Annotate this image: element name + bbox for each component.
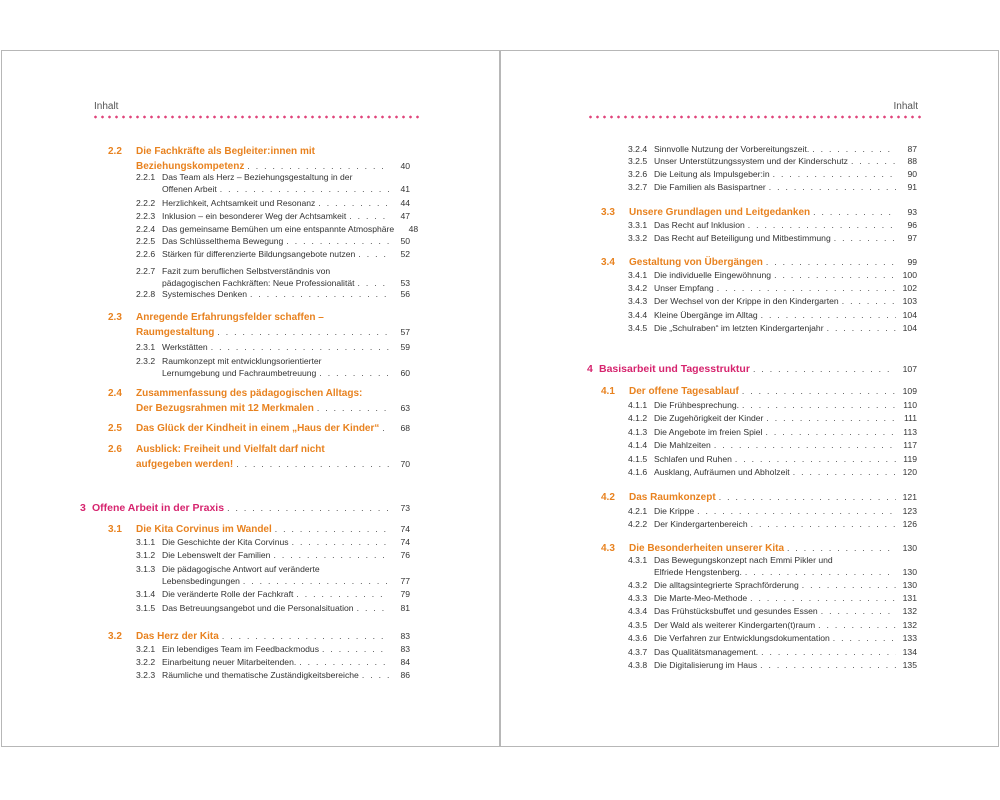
- toc-entry-title: Die Kita Corvinus im Wandel: [136, 524, 272, 535]
- dot-leader: [742, 399, 896, 411]
- dot-leader: [220, 183, 389, 195]
- dot-leader: [834, 232, 896, 244]
- toc-entry-title: aufgegeben werden!: [136, 459, 234, 470]
- toc-entry-title: Fazit zum beruflichen Selbstverständnis von: [162, 266, 331, 276]
- toc-entry-number: 3.2: [108, 631, 122, 642]
- toc-entry-title: Das Glück der Kindheit in einem „Haus der Kinder“: [136, 423, 380, 434]
- dot-leader: [766, 412, 896, 424]
- toc-entry-number: 3.4: [601, 257, 615, 268]
- page-number: 133: [902, 633, 917, 643]
- toc-entry-number: 3.4.2: [628, 283, 648, 293]
- toc-entry-number: 2.3.1: [136, 342, 156, 352]
- page-number: 120: [902, 467, 917, 477]
- toc-entry-title: Zusammenfassung des pädagogischen Alltags:: [136, 388, 363, 399]
- toc-entry-title: Offenen Arbeit: [162, 184, 217, 194]
- page-number: 104: [902, 310, 917, 320]
- toc-entry-title: Die Leitung als Impulsgeber:in: [654, 169, 770, 179]
- page-number: 111: [903, 413, 917, 423]
- toc-entry-number: 3.4.4: [628, 310, 648, 320]
- dot-leader: [851, 155, 896, 167]
- toc-entry-title: Das Recht auf Inklusion: [654, 220, 745, 230]
- toc-entry-title: Die individuelle Eingewöhnung: [654, 270, 772, 280]
- page-number: 59: [400, 342, 410, 352]
- dot-leader: [812, 143, 896, 155]
- toc-entry-number: 3.1.2: [136, 550, 156, 560]
- toc-entry-title: Ausblick: Freiheit und Vielfalt darf nicht: [136, 444, 325, 455]
- dot-leader: [833, 632, 896, 644]
- toc-entry-number: 2.2.1: [136, 172, 156, 182]
- dot-leader: [717, 282, 896, 294]
- toc-entry-number: 2.2.3: [136, 211, 156, 221]
- page-number: 100: [902, 270, 917, 280]
- dot-leader: [227, 501, 389, 516]
- dotted-divider: [587, 115, 921, 119]
- toc-entry-title: Kleine Übergänge im Alltag: [654, 310, 758, 320]
- toc-entry-title: Das Schlüsselthema Bewegung: [162, 236, 284, 246]
- toc-entry-title: Die Marte-Meo-Methode: [654, 593, 748, 603]
- page-number: 121: [902, 492, 917, 502]
- toc-entry-number: 4.3.1: [628, 555, 648, 565]
- dot-leader: [382, 421, 389, 436]
- page-number: 110: [903, 400, 917, 410]
- toc-entry-number: 2.3: [108, 312, 122, 323]
- page-number: 126: [902, 519, 917, 529]
- page-number: 76: [400, 550, 410, 560]
- toc-entry-number: 3.1.1: [136, 537, 156, 547]
- dot-leader: [275, 522, 389, 537]
- toc-entry-number: 3.3.1: [628, 220, 648, 230]
- toc-entry-title: Raumgestaltung: [136, 327, 215, 338]
- page-number: 44: [400, 198, 410, 208]
- dot-leader: [773, 168, 896, 180]
- toc-entry-title: Lernumgebung und Fachraumbetreuung: [162, 368, 317, 378]
- toc-entry-number: 2.2: [108, 146, 122, 157]
- dot-leader: [735, 453, 896, 465]
- page-number: 48: [408, 224, 419, 234]
- toc-entry-title: Die Lebenswelt der Familien: [162, 550, 271, 560]
- toc-entry-number: 3.4.3: [628, 296, 648, 306]
- toc-entry-title: Werkstätten: [162, 342, 208, 352]
- dot-leader: [211, 341, 389, 353]
- page-number: 90: [907, 169, 917, 179]
- toc-entry-title: Systemisches Denken: [162, 289, 248, 299]
- toc-entry-number: 4.1.2: [628, 413, 648, 423]
- dot-leader: [358, 248, 389, 260]
- toc-entry-number: 3: [80, 502, 86, 514]
- toc-entry-number: 3.1.5: [136, 603, 156, 613]
- dot-leader: [842, 295, 896, 307]
- toc-entry-title: Lebensbedingungen: [162, 576, 240, 586]
- dot-leader: [761, 309, 896, 321]
- toc-entry-title: Sinnvolle Nutzung der Vorbereitungszeit.: [654, 144, 810, 154]
- toc-page-left: [1, 50, 500, 747]
- toc-entry-title: Der Bezugsrahmen mit 12 Merkmalen: [136, 403, 314, 414]
- toc-entry-number: 4.1.3: [628, 427, 648, 437]
- dot-leader: [222, 629, 389, 644]
- dot-leader: [774, 269, 896, 281]
- toc-entry-title: Offene Arbeit in der Praxis: [92, 502, 225, 514]
- page-number: 117: [903, 440, 917, 450]
- page-number: 52: [400, 249, 410, 259]
- page-number: 91: [907, 182, 917, 192]
- toc-entry-number: 3.2.4: [628, 144, 648, 154]
- toc-entry-title: Die Frühbesprechung.: [654, 400, 740, 410]
- toc-entry-number: 3.4.1: [628, 270, 648, 280]
- dot-leader: [821, 605, 896, 617]
- page-number: 104: [902, 323, 917, 333]
- dot-leader: [299, 656, 389, 668]
- dot-leader: [697, 505, 896, 517]
- dotted-divider: [92, 115, 422, 119]
- dot-leader: [769, 181, 896, 193]
- toc-entry-number: 2.5: [108, 423, 122, 434]
- page-number: 135: [902, 660, 917, 670]
- dot-leader: [818, 619, 896, 631]
- toc-entry-title: Die Mahlzeiten: [654, 440, 711, 450]
- dot-leader: [243, 575, 389, 587]
- dot-leader: [273, 549, 389, 561]
- page-number: 130: [902, 580, 917, 590]
- page-number: 60: [400, 368, 410, 378]
- toc-entry-title: Einarbeitung neuer Mitarbeitenden.: [162, 657, 297, 667]
- dot-leader: [760, 659, 896, 671]
- toc-entry-title: Elfriede Hengstenberg.: [654, 567, 742, 577]
- toc-entry-number: 3.2.1: [136, 644, 156, 654]
- toc-entry-number: 2.2.2: [136, 198, 156, 208]
- dot-leader: [296, 588, 389, 600]
- page-number: 119: [903, 454, 917, 464]
- page-number: 83: [400, 644, 410, 654]
- toc-entry-number: 2.2.4: [136, 224, 156, 234]
- dot-leader: [719, 490, 896, 505]
- dot-leader: [753, 362, 896, 377]
- dot-leader: [750, 592, 896, 604]
- toc-entry-title: Das Qualitätsmanagement.: [654, 647, 759, 657]
- toc-entry-number: 4.1.4: [628, 440, 648, 450]
- page-number: 97: [907, 233, 917, 243]
- toc-entry-number: 4.1.5: [628, 454, 648, 464]
- page-number: 132: [902, 606, 917, 616]
- dot-leader: [751, 518, 896, 530]
- toc-entry-number: 3.2.2: [136, 657, 156, 667]
- toc-entry-number: 4.2.2: [628, 519, 648, 529]
- toc-entry-number: 4.3.8: [628, 660, 648, 670]
- dot-leader: [827, 322, 896, 334]
- page-number: 57: [400, 327, 410, 337]
- toc-entry-number: 4.3: [601, 543, 615, 554]
- toc-entry-title: Raumkonzept mit entwicklungsorientierter: [162, 356, 322, 366]
- toc-entry-title: Der Kindergartenbereich: [654, 519, 748, 529]
- toc-entry-title: Räumliche und thematische Zuständigkeitsbereiche: [162, 670, 359, 680]
- page-number: 73: [400, 503, 410, 513]
- page-number: 88: [907, 156, 917, 166]
- toc-entry-number: 2.3.2: [136, 356, 156, 366]
- toc-entry-title: Unser Empfang: [654, 283, 714, 293]
- toc-entry-title: Die Verfahren zur Entwicklungsdokumentation: [654, 633, 830, 643]
- toc-entry-title: Die Fachkräfte als Begleiter:innen mit: [136, 146, 315, 157]
- page-number: 40: [400, 161, 410, 171]
- toc-entry-title: Der Wald als weiterer Kindergarten(t)raum: [654, 620, 816, 630]
- toc-entry-number: 3.2.5: [628, 156, 648, 166]
- toc-entry-title: Unsere Grundlagen und Leitgedanken: [629, 207, 811, 218]
- toc-entry-title: Die Familien als Basispartner: [654, 182, 766, 192]
- toc-entry-number: 3.1: [108, 524, 122, 535]
- page-number: 107: [902, 364, 917, 374]
- toc-entry-title: Das Betreuungsangebot und die Personalsituation: [162, 603, 354, 613]
- page-number: 103: [902, 296, 917, 306]
- page-number: 68: [400, 423, 410, 433]
- page-number: 47: [400, 211, 410, 221]
- toc-entry-number: 4.1: [601, 386, 615, 397]
- toc-entry-number: 2.2.7: [136, 266, 156, 276]
- toc-entry-number: 4.3.6: [628, 633, 648, 643]
- toc-entry-title: Das Team als Herz – Beziehungsgestaltung in der: [162, 172, 353, 182]
- toc-entry-title: Die Krippe: [654, 506, 695, 516]
- dot-leader: [714, 439, 896, 451]
- dot-leader: [250, 288, 389, 300]
- page-number: 84: [400, 657, 410, 667]
- page-number: 99: [907, 257, 917, 267]
- dot-leader: [318, 197, 389, 209]
- toc-entry-number: 3.1.3: [136, 564, 156, 574]
- page-number: 41: [400, 184, 410, 194]
- toc-entry-number: 4.1.6: [628, 467, 648, 477]
- page-number: 56: [400, 289, 410, 299]
- page-number: 93: [907, 207, 917, 217]
- page-number: 131: [902, 593, 917, 603]
- page-number: 86: [400, 670, 410, 680]
- dot-leader: [349, 210, 389, 222]
- toc-entry-number: 2.2.6: [136, 249, 156, 259]
- toc-entry-number: 3.3.2: [628, 233, 648, 243]
- toc-entry-title: Beziehungskompetenz: [136, 161, 245, 172]
- dot-leader: [236, 457, 389, 472]
- toc-entry-title: Das Raumkonzept: [629, 492, 716, 503]
- page-number: 70: [400, 459, 410, 469]
- dot-leader: [813, 205, 896, 220]
- page-number: 132: [902, 620, 917, 630]
- page-number: 130: [902, 567, 917, 577]
- toc-entry-number: 3.2.7: [628, 182, 648, 192]
- toc-entry-number: 4.3.7: [628, 647, 648, 657]
- toc-entry-title: Schlafen und Ruhen: [654, 454, 732, 464]
- dot-leader: [742, 384, 896, 399]
- page-number: 50: [400, 236, 410, 246]
- toc-entry-number: 3.3: [601, 207, 615, 218]
- toc-entry-title: Das Frühstücksbuffet und gesundes Essen: [654, 606, 818, 616]
- dot-leader: [217, 325, 389, 340]
- toc-entry-number: 4.3.5: [628, 620, 648, 630]
- toc-entry-title: Die alltagsintegrierte Sprachförderung: [654, 580, 799, 590]
- toc-entry-title: Die Besonderheiten unserer Kita: [629, 543, 785, 554]
- dot-leader: [745, 566, 896, 578]
- toc-entry-title: Der offene Tagesablauf: [629, 386, 739, 397]
- dot-leader: [322, 643, 389, 655]
- page-number: 87: [907, 144, 917, 154]
- toc-entry-title: Das Bewegungskonzept nach Emmi Pikler und: [654, 555, 833, 565]
- toc-entry-number: 4.1.1: [628, 400, 648, 410]
- toc-entry-title: Die Digitalisierung im Haus: [654, 660, 758, 670]
- toc-entry-title: Gestaltung von Übergängen: [629, 257, 763, 268]
- page-number: 109: [902, 386, 917, 396]
- running-header: Inhalt: [893, 101, 918, 112]
- toc-entry-title: Das gemeinsame Bemühen um eine entspannte Atmosphäre: [162, 224, 395, 234]
- toc-entry-title: Die Angebote im freien Spiel: [654, 427, 763, 437]
- dot-leader: [765, 426, 896, 438]
- dot-leader: [362, 669, 389, 681]
- page-number: 81: [400, 603, 410, 613]
- page-number: 74: [400, 537, 410, 547]
- toc-entry-number: 4.3.2: [628, 580, 648, 590]
- dot-leader: [319, 367, 389, 379]
- toc-entry-number: 4: [587, 363, 593, 375]
- toc-entry-title: Herzlichkeit, Achtsamkeit und Resonanz: [162, 198, 316, 208]
- page-number: 96: [907, 220, 917, 230]
- dot-leader: [761, 646, 896, 658]
- toc-entry-number: 3.1.4: [136, 589, 156, 599]
- toc-entry-title: Anregende Erfahrungsfelder schaffen –: [136, 312, 324, 323]
- toc-entry-number: 4.3.3: [628, 593, 648, 603]
- dot-leader: [317, 401, 389, 416]
- page-number: 79: [400, 589, 410, 599]
- toc-entry-number: 2.6: [108, 444, 122, 455]
- page-number: 113: [903, 427, 917, 437]
- page-number: 63: [400, 403, 410, 413]
- page-number: 123: [902, 506, 917, 516]
- toc-entry-number: 2.4: [108, 388, 122, 399]
- toc-entry-title: Der Wechsel von der Krippe in den Kindergarten: [654, 296, 839, 306]
- toc-entry-title: pädagogischen Fachkräften: Neue Professionalität: [162, 278, 355, 288]
- dot-leader: [766, 255, 896, 270]
- toc-entry-number: 2.2.5: [136, 236, 156, 246]
- toc-entry-title: Unser Unterstützungssystem und der Kinderschutz: [654, 156, 848, 166]
- toc-entry-number: 3.2.6: [628, 169, 648, 179]
- dot-leader: [748, 219, 896, 231]
- toc-entry-title: Das Recht auf Beteiligung und Mitbestimmung: [654, 233, 831, 243]
- toc-entry-number: 3.2.3: [136, 670, 156, 680]
- page-number: 134: [902, 647, 917, 657]
- toc-entry-number: 4.2: [601, 492, 615, 503]
- toc-page-right: [500, 50, 999, 747]
- toc-entry-title: Basisarbeit und Tagesstruktur: [599, 363, 750, 375]
- toc-entry-title: Die pädagogische Antwort auf veränderte: [162, 564, 320, 574]
- dot-leader: [793, 466, 896, 478]
- toc-entry-title: Die veränderte Rolle der Fachkraft: [162, 589, 294, 599]
- toc-entry-number: 4.3.4: [628, 606, 648, 616]
- page-number: 130: [902, 543, 917, 553]
- page-number: 102: [902, 283, 917, 293]
- toc-entry-title: Ein lebendiges Team im Feedbackmodus: [162, 644, 320, 654]
- dot-leader: [357, 602, 389, 614]
- page-number: 74: [400, 524, 410, 534]
- toc-entry-title: Das Herz der Kita: [136, 631, 219, 642]
- toc-entry-title: Die „Schulraben“ im letzten Kindergartenjahr: [654, 323, 824, 333]
- page-number: 77: [400, 576, 410, 586]
- toc-entry-title: Ausklang, Aufräumen und Abholzeit: [654, 467, 790, 477]
- toc-entry-number: 4.2.1: [628, 506, 648, 516]
- dot-leader: [286, 235, 389, 247]
- toc-entry-title: Stärken für differenzierte Bildungsangebote nutzen: [162, 249, 356, 259]
- toc-entry-title: Die Zugehörigkeit der Kinder: [654, 413, 764, 423]
- running-header: Inhalt: [94, 101, 119, 112]
- toc-entry-title: Inklusion – ein besonderer Weg der Achtsamkeit: [162, 211, 347, 221]
- page-number: 53: [400, 278, 410, 288]
- dot-leader: [292, 536, 389, 548]
- dot-leader: [802, 579, 896, 591]
- toc-entry-title: Die Geschichte der Kita Corvinus: [162, 537, 289, 547]
- toc-entry-number: 2.2.8: [136, 289, 156, 299]
- page-number: 83: [400, 631, 410, 641]
- toc-entry-number: 3.4.5: [628, 323, 648, 333]
